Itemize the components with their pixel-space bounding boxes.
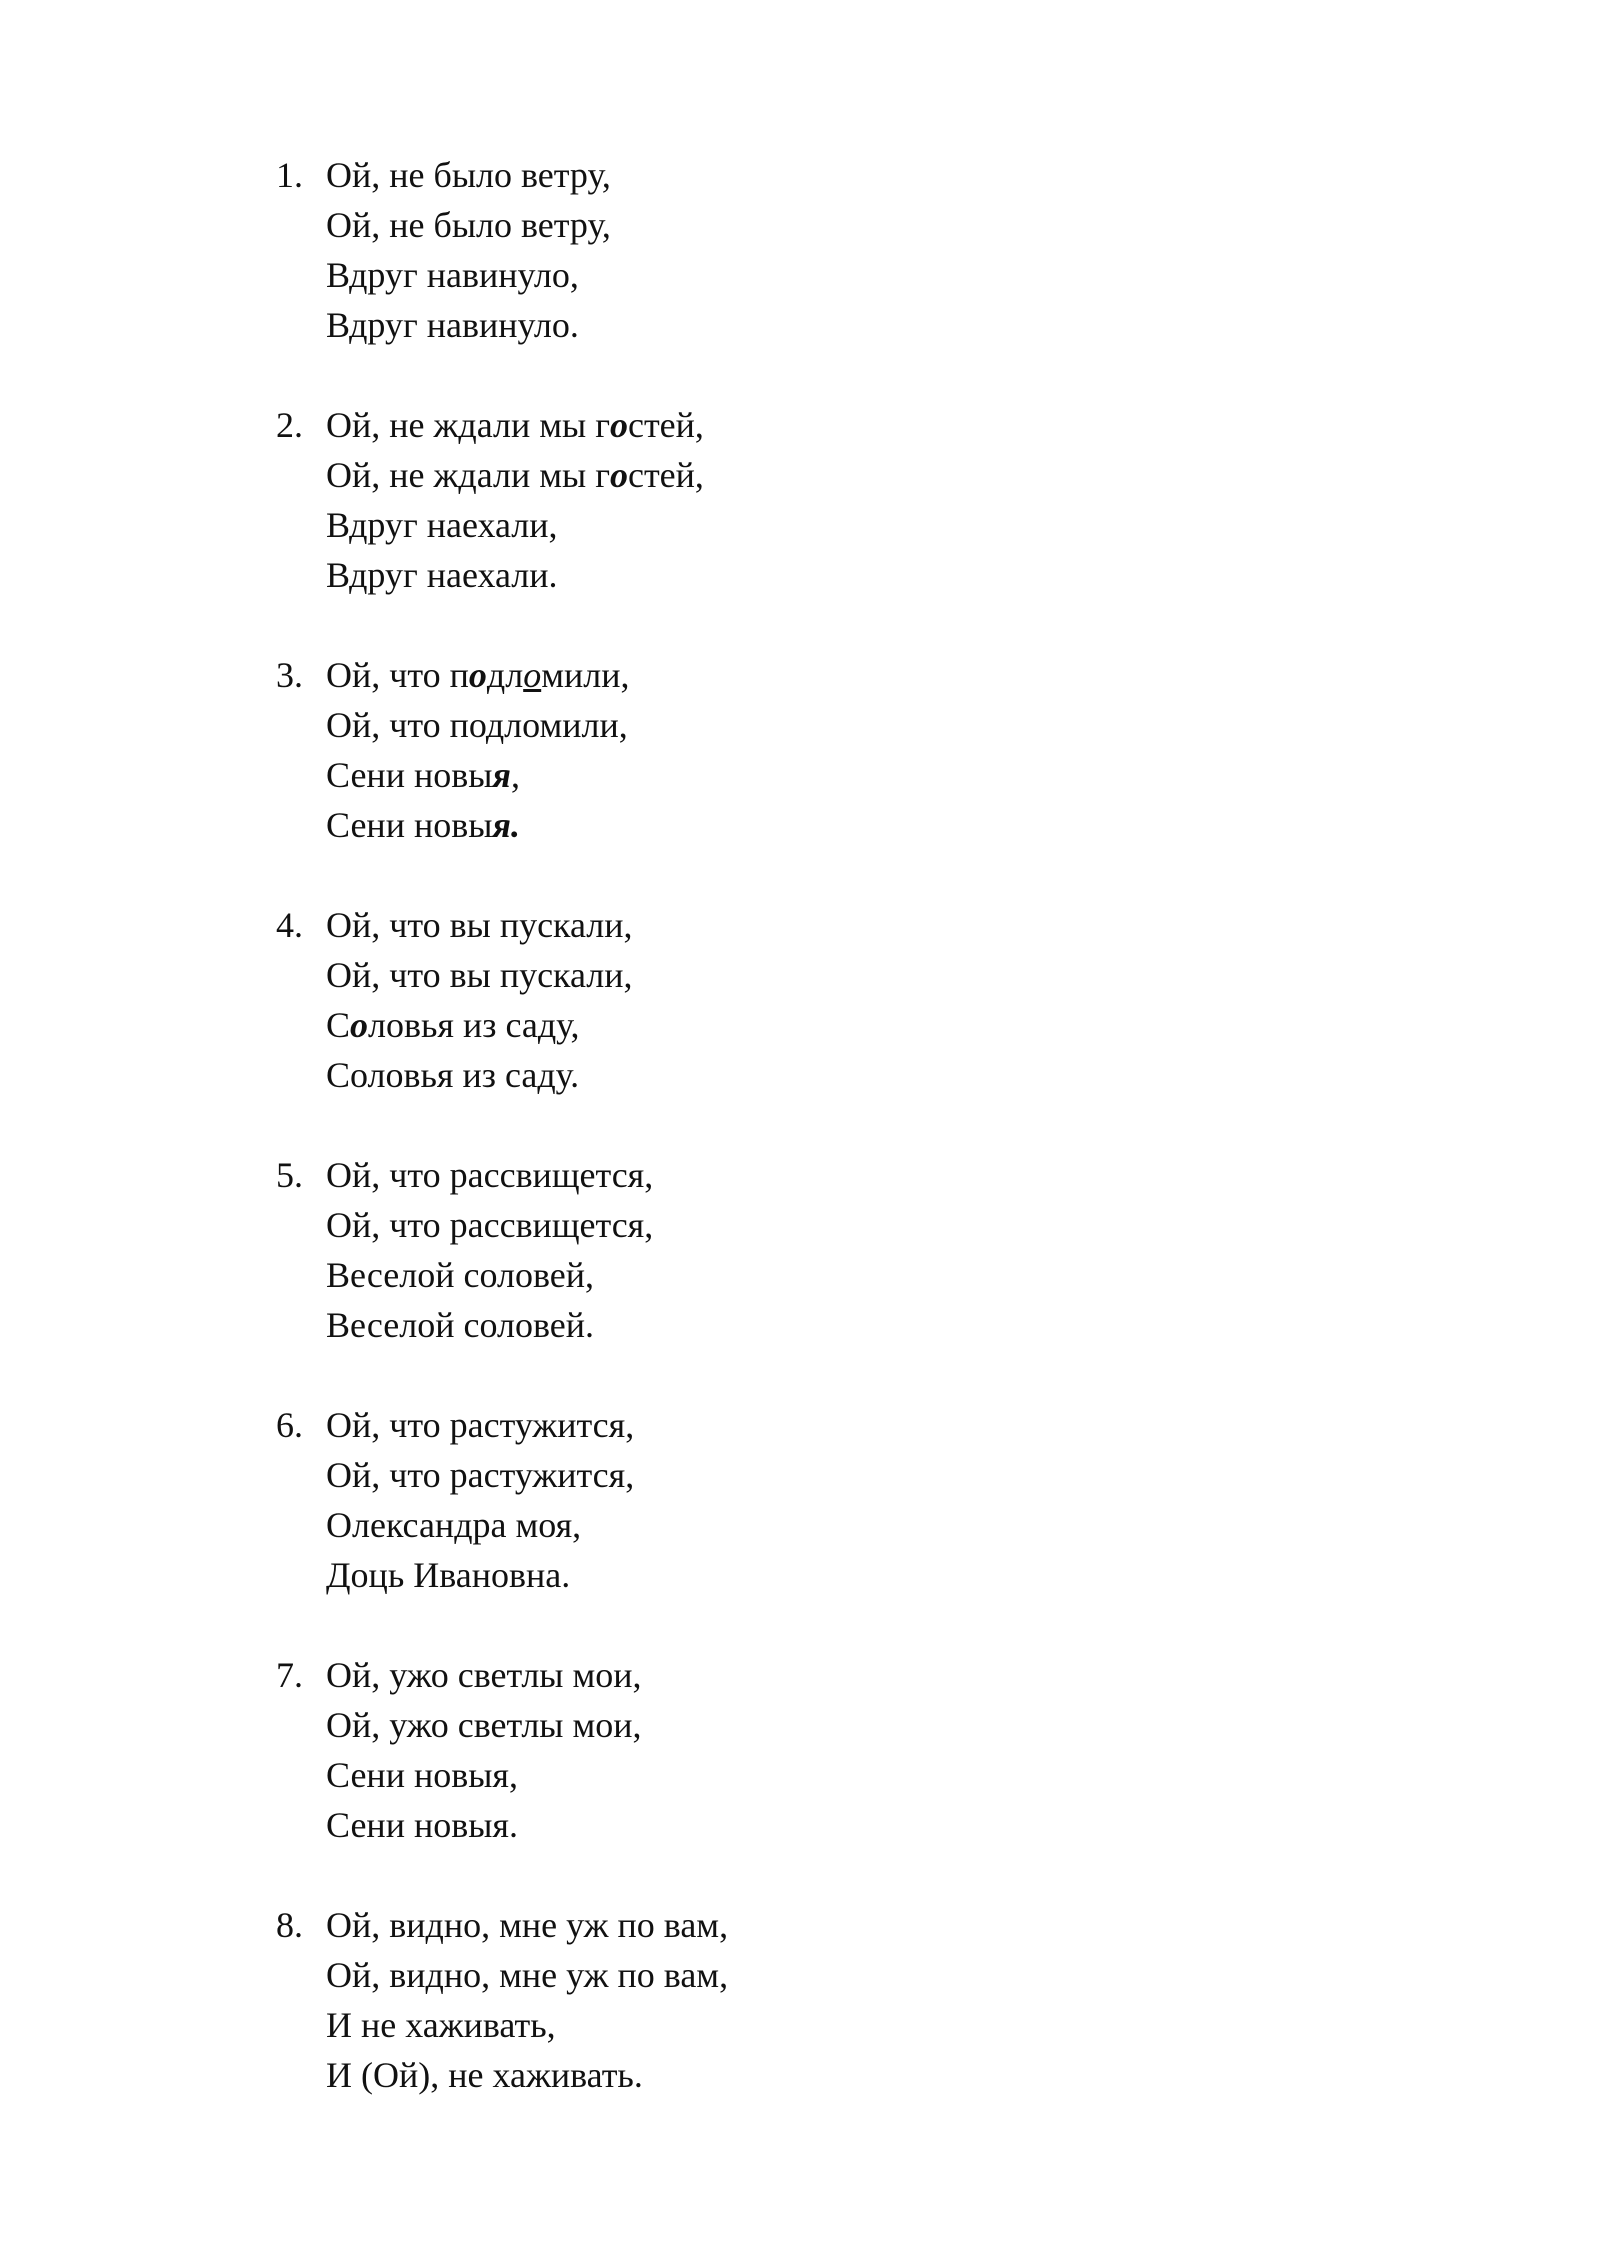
stressed-letter: о <box>350 1005 369 1045</box>
verse-line: И (Ой), не хаживать. <box>326 2055 643 2095</box>
verse-lines <box>326 1650 642 1850</box>
verse-line: Ой, видно, мне уж по вам, <box>326 1955 729 1995</box>
verse-line: Доць Ивановна. <box>326 1555 571 1595</box>
verse-number: 3. <box>276 655 303 695</box>
verse-number: 1. <box>276 155 303 195</box>
underlined-letter: о <box>523 655 542 695</box>
verse-line: Ой, что растужится, <box>326 1405 635 1445</box>
verse-line: Ой, не было ветру, <box>326 155 611 195</box>
verse-line: И не хаживать, <box>326 2005 556 2045</box>
verse-lines <box>326 1900 728 2100</box>
verse-line: Ой, что подломили, <box>326 705 628 745</box>
verse-line: Веселой соловей, <box>326 1255 595 1295</box>
line-text: мили, <box>541 655 630 695</box>
verse-line <box>326 800 629 850</box>
stressed-letter: о <box>609 405 628 445</box>
line-text: стей, <box>627 455 704 495</box>
verse-line: Ой, что вы пускали, <box>326 905 633 945</box>
line-text: дл <box>486 655 524 695</box>
line-text: Ой, не ждали мы г <box>326 455 610 495</box>
stressed-letter: я <box>492 755 511 795</box>
verse-line: Вдруг наехали. <box>326 555 558 595</box>
verse-line <box>326 650 629 700</box>
verse-line: Ой, что рассвищется, <box>326 1155 654 1195</box>
line-text: , <box>510 755 520 795</box>
verse-lines <box>326 150 611 350</box>
verse-number: 4. <box>276 905 303 945</box>
verse-line <box>326 400 704 450</box>
stressed-letter: о <box>468 655 487 695</box>
verse-lines <box>326 1150 653 1350</box>
line-text: Сени новы <box>326 805 493 845</box>
verse-number: 8. <box>276 1905 303 1945</box>
verse-line: Вдруг наехали, <box>326 505 558 545</box>
verse-lines <box>326 650 629 850</box>
line-text: Ой, что п <box>326 655 469 695</box>
verse-line: Вдруг навинуло, <box>326 255 579 295</box>
verse-line: Соловья из саду. <box>326 1055 580 1095</box>
line-text: С <box>326 1005 351 1045</box>
verse-lines <box>326 900 633 1100</box>
verse-line: Сени новыя, <box>326 1755 518 1795</box>
line-text: Ой, не ждали мы г <box>326 405 610 445</box>
verse-number: 7. <box>276 1655 303 1695</box>
line-text: Сени новы <box>326 755 493 795</box>
verse-line: Ой, ужо светлы мои, <box>326 1655 642 1695</box>
verse-line: Вдруг навинуло. <box>326 305 579 345</box>
verse-line: Ой, что рассвищется, <box>326 1205 654 1245</box>
line-text: стей, <box>627 405 704 445</box>
verse-line: Сени новыя. <box>326 1805 518 1845</box>
verse-lines <box>326 1400 634 1600</box>
stressed-letter: я. <box>492 805 520 845</box>
verse-number: 6. <box>276 1405 303 1445</box>
verse-line <box>326 450 704 500</box>
verse-number: 2. <box>276 405 303 445</box>
verse-line <box>326 750 629 800</box>
verse-line: Олександра моя, <box>326 1505 582 1545</box>
verse-line: Ой, видно, мне уж по вам, <box>326 1905 729 1945</box>
verse-number: 5. <box>276 1155 303 1195</box>
verse-line: Веселой соловей. <box>326 1305 595 1345</box>
verse-line: Ой, что вы пускали, <box>326 955 633 995</box>
verse-line <box>326 1000 633 1050</box>
verse-lines <box>326 400 704 600</box>
stressed-letter: о <box>609 455 628 495</box>
verse-line: Ой, что растужится, <box>326 1455 635 1495</box>
verse-line: Ой, ужо светлы мои, <box>326 1705 642 1745</box>
line-text: ловья из саду, <box>368 1005 580 1045</box>
verse-line: Ой, не было ветру, <box>326 205 611 245</box>
